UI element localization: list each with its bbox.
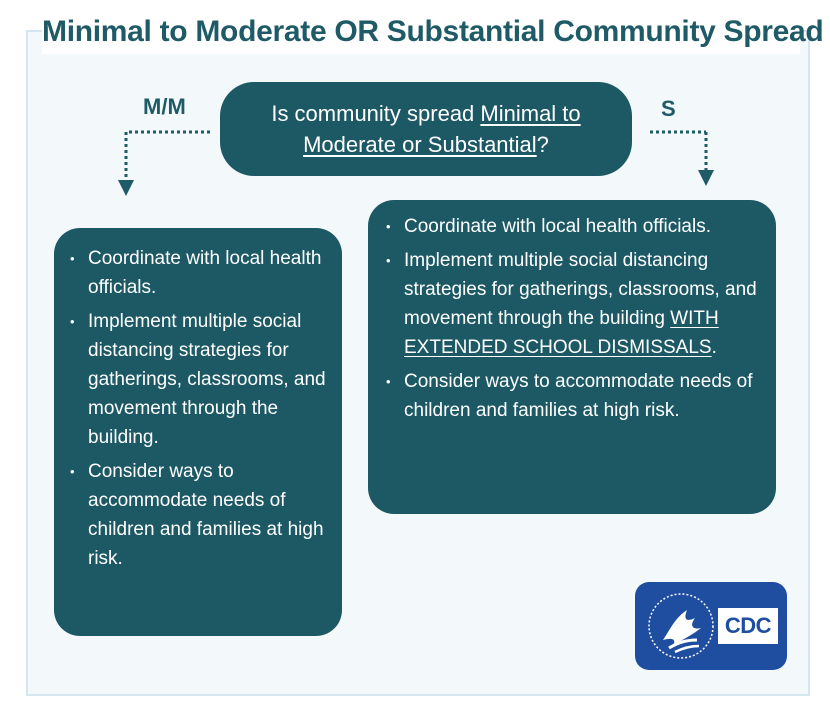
cdc-logo [635, 582, 787, 670]
list-item: • Coordinate with local health officials. [66, 244, 328, 302]
question-option-minimal: Minimal to [480, 101, 581, 126]
minimal-moderate-action-list [66, 244, 328, 573]
list-item: • Consider ways to accommodate needs of children and families at high risk. [382, 367, 762, 425]
page-title: Minimal to Moderate OR Substantial Community Spread [42, 10, 800, 54]
question-prefix: Is community spread [271, 101, 481, 126]
substantial-actions-box [368, 200, 776, 514]
list-item-text: Implement multiple social distancing strategies for gatherings, classrooms, and movement through the building [404, 250, 757, 329]
right-arrowhead-icon [698, 170, 714, 186]
right-dotted-arrow [650, 132, 706, 170]
branch-label-minimal-moderate: M/M [143, 94, 186, 119]
question-mark: ? [536, 132, 549, 157]
left-arrowhead-icon [118, 180, 134, 196]
cdc-wordmark: CDC [718, 608, 778, 644]
substantial-action-list [382, 212, 762, 425]
question-option-substantial: Moderate or Substantial [303, 132, 537, 157]
decision-question [220, 82, 632, 176]
list-item: • Implement multiple social distancing strategies for gatherings, classrooms, and movement through the building. [66, 307, 328, 452]
list-item: • Consider ways to accommodate needs of children and families at high risk. [66, 457, 328, 573]
left-dotted-arrow [126, 132, 210, 180]
list-item: • Coordinate with local health officials. [382, 212, 762, 241]
list-item [382, 246, 762, 362]
list-item-end: . [711, 337, 717, 358]
extended-dismissals-emphasis: WITH EXTENDED SCHOOL DISMISSALS [404, 308, 719, 358]
branch-label-substantial: S [661, 96, 676, 121]
minimal-moderate-actions-box [54, 228, 342, 636]
